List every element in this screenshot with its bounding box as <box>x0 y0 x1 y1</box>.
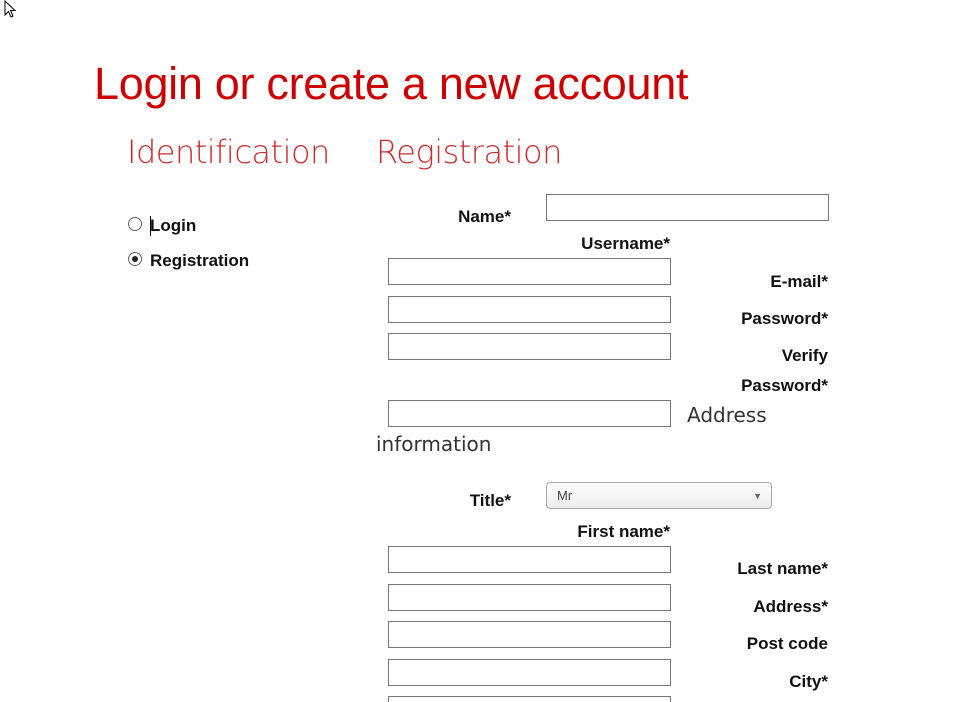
city-input[interactable] <box>388 696 671 702</box>
address-label: Address* <box>753 597 828 616</box>
address-heading-line2: information <box>376 432 492 456</box>
login-radio-label[interactable]: Login <box>150 216 197 235</box>
post-code-label: Post code <box>746 634 828 653</box>
password-label: Password* <box>741 309 828 328</box>
title-label: Title* <box>469 491 511 510</box>
email-label: E-mail* <box>770 272 828 291</box>
chevron-down-icon: ▼ <box>753 491 762 501</box>
last-name-input[interactable] <box>388 584 671 611</box>
username-input[interactable] <box>388 258 671 285</box>
name-label: Name* <box>458 207 511 226</box>
verify-password-label-line1: Verify <box>781 346 828 365</box>
verify-password-label-line2: Password* <box>741 376 828 395</box>
mouse-pointer-icon <box>4 0 20 20</box>
city-label: City* <box>789 672 828 691</box>
registration-radio[interactable] <box>128 252 142 266</box>
identification-heading: Identification <box>127 133 330 171</box>
verify-password-input[interactable] <box>388 400 671 427</box>
username-label: Username* <box>581 234 670 253</box>
email-input[interactable] <box>388 296 671 323</box>
post-code-input[interactable] <box>388 659 671 686</box>
first-name-label: First name* <box>577 522 670 541</box>
first-name-input[interactable] <box>388 546 671 573</box>
title-select[interactable] <box>546 482 772 509</box>
address-input[interactable] <box>388 621 671 648</box>
password-input[interactable] <box>388 333 671 360</box>
last-name-label: Last name* <box>737 559 828 578</box>
page-title: Login or create a new account <box>94 58 689 109</box>
registration-radio-label[interactable]: Registration <box>150 251 250 270</box>
name-input[interactable] <box>546 194 829 221</box>
registration-heading: Registration <box>376 133 562 171</box>
title-select-value: Mr <box>557 488 573 503</box>
address-heading-line1: Address <box>687 403 767 427</box>
login-radio[interactable] <box>128 217 142 231</box>
